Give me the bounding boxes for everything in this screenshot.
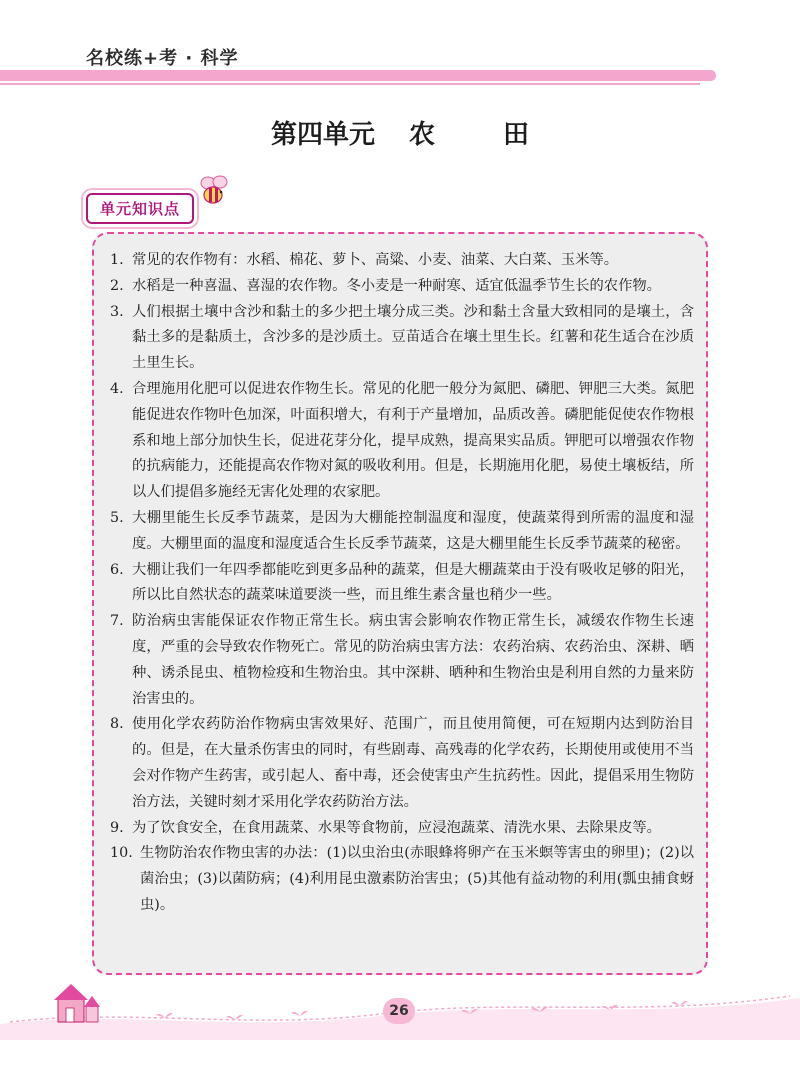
page-number: 26 xyxy=(383,998,415,1024)
unit-title xyxy=(0,114,800,151)
list-item: 9. 为了饮食安全，在食用蔬菜、水果等食物前，应浸泡蔬菜、清洗水果、去除果皮等。 xyxy=(110,819,661,836)
unit-title-number: 第四单元 xyxy=(270,120,375,150)
list-item: 2. 水稻是一种喜温、喜湿的农作物。冬小麦是一种耐寒、适宜低温季节生长的农作物。 xyxy=(110,277,661,294)
header-divider xyxy=(0,83,700,85)
house-icon xyxy=(54,984,100,1022)
section-badge: 单元知识点 xyxy=(86,193,194,224)
list-item: 5. 大棚里能生长反季节蔬菜，是因为大棚能控制温度和湿度，使蔬菜得到所需的温度和湿度。大棚里面的温度和湿度适合生长反季节蔬菜，这是大棚里能生长反季节蔬菜的秘密。 xyxy=(110,509,694,552)
list-item: 3. 人们根据土壤中含沙和黏土的多少把土壤分成三类。沙和黏土含量大致相同的是壤土，含黏土多的是黏质土，含沙多的是沙质土。豆苗适合在壤土里生长。红薯和花生适合在沙质土里生长。 xyxy=(110,303,694,372)
bee-icon xyxy=(196,174,230,208)
list-item: 8. 使用化学农药防治作物病虫害效果好、范围广，而且使用简便，可在短期内达到防治目的。但是，在大量杀伤害虫的同时，有些剧毒、高残毒的化学农药，长期使用或使用不当会对作物产生药害，或引起人、畜中毒，还会使害虫产生抗药性。因此，提倡采用生物防治方法，关键时刻才采用化学农药防治方法。 xyxy=(110,716,694,810)
unit-title-word-2: 田 xyxy=(503,120,530,150)
list-item: 6. 大棚让我们一年四季都能吃到更多品种的蔬菜，但是大棚蔬菜由于没有吸收足够的阳光，所以比自然状态的蔬菜味道要淡一些，而且维生素含量也稍少一些。 xyxy=(110,561,694,604)
header-band xyxy=(0,70,716,81)
unit-title-word-1: 农 xyxy=(408,120,435,150)
list-item: 4. 合理施用化肥可以促进农作物生长。常见的化肥一般分为氮肥、磷肥、钾肥三大类。氮肥能促进农作物叶色加深，叶面积增大，有利于产量增加，品质改善。磷肥能促使农作物根系和地上部分加快生长，促进花芽分化，提早成熟，提高果实品质。钾肥可以增强农作物的抗病能力，还能提高农作物对氮的吸收利用。但是，长期施用化肥，易使土壤板结，所以人们提倡多施经无害化处理的农家肥。 xyxy=(110,380,694,501)
list-item: 1. 常见的农作物有：水稻、棉花、萝卜、高粱、小麦、油菜、大白菜、玉米等。 xyxy=(110,252,619,268)
book-series-title: 名校练+考 · 科学 xyxy=(86,48,239,69)
list-item: 7. 防治病虫害能保证农作物正常生长。病虫害会影响农作物正常生长，减缓农作物生长速度，严重的会导致农作物死亡。常见的防治病虫害方法：农药治病、农药治虫、深耕、晒种、诱杀昆虫、植物检疫和生物治虫。其中深耕、晒种和生物治虫是利用自然的力量来防治害虫的。 xyxy=(110,613,694,707)
list-item: 10. 生物防治农作物虫害的办法：(1)以虫治虫(赤眼蜂将卵产在玉米螟等害虫的卵里)；(2)以菌治虫；(3)以菌防病；(4)利用昆虫激素防治害虫；(5)其他有益动物的利用(瓢虫捕食蚜虫)。 xyxy=(110,845,694,913)
knowledge-points-list xyxy=(110,248,694,919)
